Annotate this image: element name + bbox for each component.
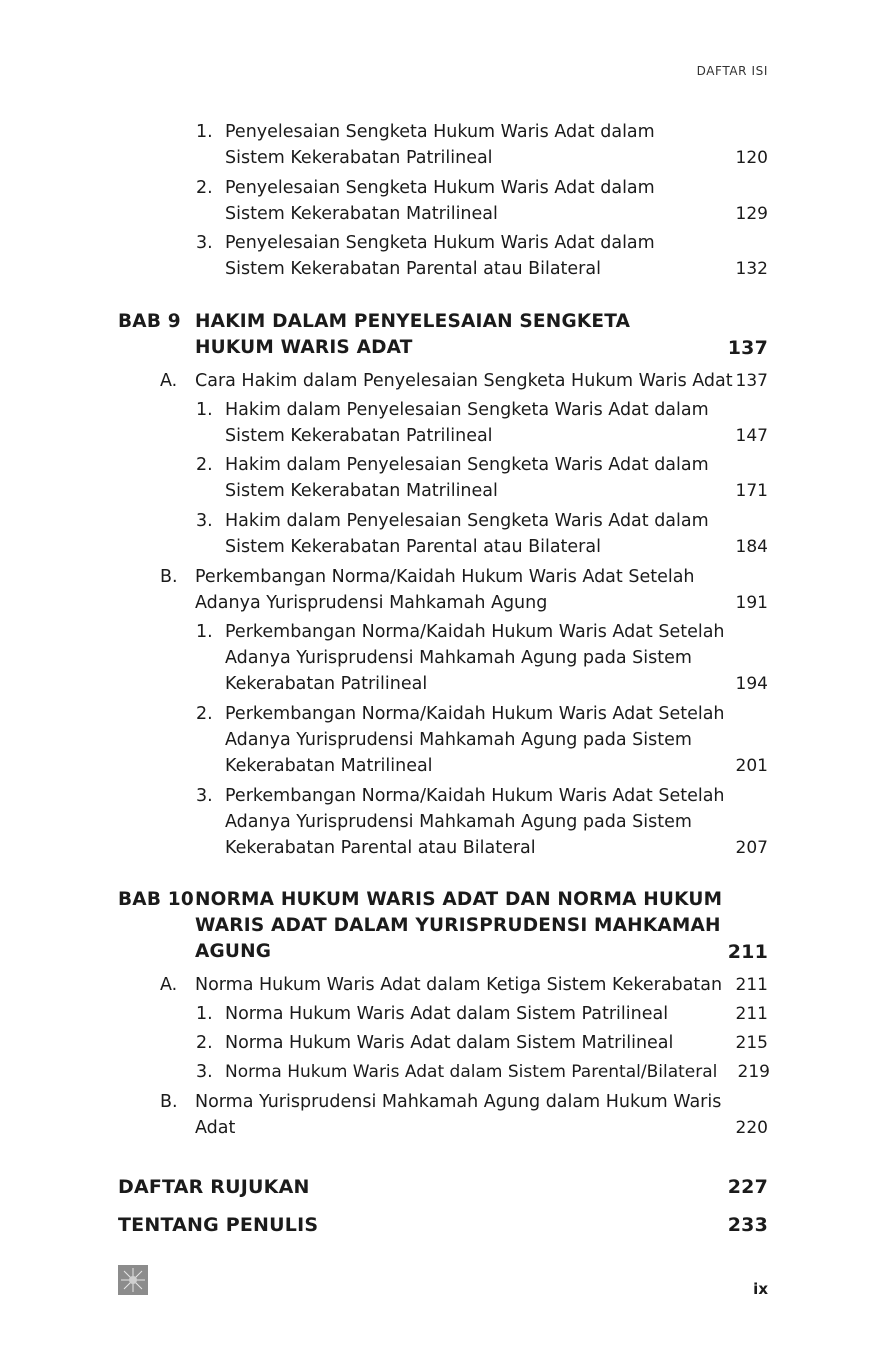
toc-entry-10a3[interactable] (118, 1059, 768, 1085)
toc-entry-page: 211 (735, 1004, 768, 1024)
toc-entry-9b2[interactable] (118, 701, 768, 779)
toc-entry-label: 2. (196, 178, 213, 198)
toc-entry-page: 171 (735, 481, 768, 501)
toc-entry-label: 3. (196, 1062, 213, 1082)
toc-entry-title: Perkembangan Norma/Kaidah Hukum Waris Adat Setelah Adanya Yurisprudensi Mahkamah Agung (195, 567, 695, 613)
toc-entry-label: 3. (196, 786, 213, 806)
toc-entry-page: 201 (735, 756, 768, 776)
toc-section-10b[interactable] (118, 1089, 768, 1141)
toc-entry-label: B. (160, 567, 178, 587)
back-matter-title: DAFTAR RUJUKAN (118, 1176, 310, 1198)
toc-entry-page: 207 (735, 838, 768, 858)
toc-entry-page: 220 (735, 1118, 768, 1138)
publisher-emblem-icon (118, 1265, 148, 1295)
toc-entry-label: 2. (196, 1033, 213, 1053)
toc-chapter-10[interactable] (118, 887, 768, 965)
running-header: DAFTAR ISI (696, 64, 768, 78)
page-number: ix (753, 1280, 768, 1298)
toc-tentang-penulis[interactable] (118, 1212, 768, 1238)
toc-entry-title: Norma Hukum Waris Adat dalam Sistem Patrilineal (225, 1004, 669, 1024)
toc-entry-page: 211 (735, 975, 768, 995)
toc-entry-9b3[interactable] (118, 783, 768, 861)
toc-entry-2[interactable] (118, 175, 768, 227)
toc-entry-title: Penyelesaian Sengketa Hukum Waris Adat dalam Sistem Kekerabatan Matrilineal (225, 178, 655, 224)
toc-entry-9a1[interactable] (118, 397, 768, 449)
toc-entry-label: 1. (196, 400, 213, 420)
toc-entry-title: Perkembangan Norma/Kaidah Hukum Waris Adat Setelah Adanya Yurisprudensi Mahkamah Agung pada Sistem Kekerabatan Matrilineal (225, 704, 725, 776)
chapter-title: NORMA HUKUM WARIS ADAT DAN NORMA HUKUM WARIS ADAT DALAM YURISPRUDENSI MAHKAMAH AGUNG (195, 889, 723, 962)
toc-entry-9b1[interactable] (118, 619, 768, 697)
toc-entry-page: 184 (735, 537, 768, 557)
toc-entry-label: 1. (196, 122, 213, 142)
toc-entry-1[interactable] (118, 119, 768, 171)
toc-entry-page: 137 (735, 371, 768, 391)
toc-entry-label: 3. (196, 233, 213, 253)
toc-section-9a[interactable] (118, 368, 768, 394)
toc-entry-title: Perkembangan Norma/Kaidah Hukum Waris Adat Setelah Adanya Yurisprudensi Mahkamah Agung pada Sistem Kekerabatan Parental atau Bilateral (225, 786, 725, 858)
toc-entry-title: Norma Hukum Waris Adat dalam Ketiga Sistem Kekerabatan (195, 975, 723, 995)
toc-entry-title: Penyelesaian Sengketa Hukum Waris Adat dalam Sistem Kekerabatan Parental atau Bilateral (225, 233, 655, 279)
toc-entry-page: 120 (735, 148, 768, 168)
toc-entry-10a1[interactable] (118, 1001, 768, 1027)
toc-entry-page: 129 (735, 204, 768, 224)
toc-entry-title: Cara Hakim dalam Penyelesaian Sengketa Hukum Waris Adat (195, 371, 733, 391)
chapter-page: 137 (727, 337, 768, 359)
toc-entry-label: 3. (196, 511, 213, 531)
toc-entry-page: 215 (735, 1033, 768, 1053)
toc-entry-10a2[interactable] (118, 1030, 768, 1056)
toc-entry-label: 2. (196, 455, 213, 475)
chapter-title: HAKIM DALAM PENYELESAIAN SENGKETA HUKUM WARIS ADAT (195, 311, 631, 358)
chapter-page: 211 (727, 941, 768, 963)
toc-entry-title: Norma Yurisprudensi Mahkamah Agung dalam Hukum Waris Adat (195, 1092, 722, 1138)
toc-entry-title: Perkembangan Norma/Kaidah Hukum Waris Adat Setelah Adanya Yurisprudensi Mahkamah Agung pada Sistem Kekerabatan Patrilineal (225, 622, 725, 694)
toc-entry-label: 1. (196, 622, 213, 642)
toc-entry-9a2[interactable] (118, 452, 768, 504)
chapter-label: BAB 10 (118, 889, 194, 910)
toc-entry-title: Penyelesaian Sengketa Hukum Waris Adat dalam Sistem Kekerabatan Patrilineal (225, 122, 655, 168)
toc-entry-label: 1. (196, 1004, 213, 1024)
toc-entry-page: 219 (737, 1062, 770, 1082)
toc-entry-page: 132 (735, 259, 768, 279)
toc-chapter-9[interactable] (118, 309, 768, 361)
toc-entry-title: Hakim dalam Penyelesaian Sengketa Waris Adat dalam Sistem Kekerabatan Patrilineal (225, 400, 709, 446)
chapter-label: BAB 9 (118, 311, 181, 332)
toc-entry-label: A. (160, 371, 178, 391)
toc-entry-3[interactable] (118, 230, 768, 282)
toc-entry-title: Hakim dalam Penyelesaian Sengketa Waris Adat dalam Sistem Kekerabatan Matrilineal (225, 455, 709, 501)
toc-entry-title: Norma Hukum Waris Adat dalam Sistem Parental/Bilateral (225, 1062, 718, 1082)
toc-entry-9a3[interactable] (118, 508, 768, 560)
toc-entry-label: B. (160, 1092, 178, 1112)
toc-section-10a[interactable] (118, 972, 768, 998)
back-matter-title: TENTANG PENULIS (118, 1214, 319, 1236)
toc-entry-page: 147 (735, 426, 768, 446)
toc-entry-title: Hakim dalam Penyelesaian Sengketa Waris Adat dalam Sistem Kekerabatan Parental atau Bilateral (225, 511, 709, 557)
back-matter-page: 233 (727, 1214, 768, 1236)
toc-entry-page: 194 (735, 674, 768, 694)
back-matter-page: 227 (727, 1176, 768, 1198)
toc-entry-title: Norma Hukum Waris Adat dalam Sistem Matrilineal (225, 1033, 674, 1053)
toc-daftar-rujukan[interactable] (118, 1174, 768, 1200)
toc-entry-label: A. (160, 975, 178, 995)
toc-entry-page: 191 (735, 593, 768, 613)
toc-entry-label: 2. (196, 704, 213, 724)
toc-section-9b[interactable] (118, 564, 768, 616)
